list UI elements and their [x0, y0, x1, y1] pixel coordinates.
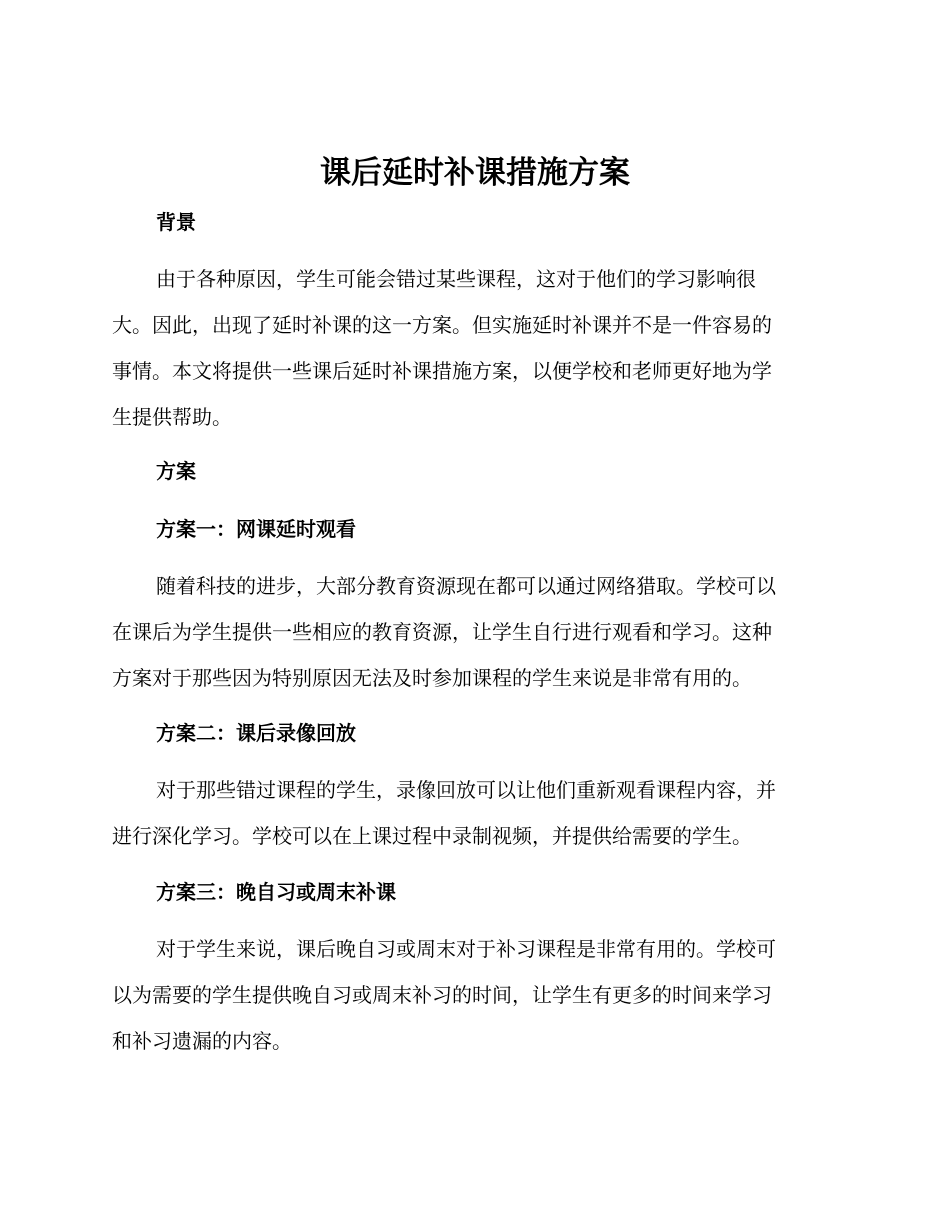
- paragraph-background: [112, 256, 832, 440]
- document-title: 课后延时补课措施方案: [320, 155, 630, 191]
- paragraph-line: 和补习遗漏的内容。: [112, 1029, 292, 1053]
- paragraph-plan-three: [112, 926, 832, 1064]
- section-heading-plans: 方案: [156, 459, 196, 483]
- section-heading-plan-one: 方案一：网课延时观看: [156, 517, 356, 541]
- paragraph-line: 对于学生来说，课后晚自习或周末对于补习课程是非常有用的。学校可: [156, 937, 776, 961]
- paragraph-line: 以为需要的学生提供晚自习或周末补习的时间，让学生有更多的时间来学习: [112, 983, 772, 1007]
- section-heading-plan-three: 方案三：晚自习或周末补课: [156, 880, 396, 904]
- paragraph-line: 大。因此，出现了延时补课的这一方案。但实施延时补课并不是一件容易的: [112, 313, 772, 337]
- paragraph-plan-one: [112, 563, 832, 701]
- paragraph-line: 生提供帮助。: [112, 405, 232, 429]
- paragraph-line: 事情。本文将提供一些课后延时补课措施方案，以便学校和老师更好地为学: [112, 359, 772, 383]
- paragraph-line: 由于各种原因，学生可能会错过某些课程，这对于他们的学习影响很: [156, 267, 756, 291]
- paragraph-line: 方案对于那些因为特别原因无法及时参加课程的学生来说是非常有用的。: [112, 666, 752, 690]
- paragraph-line: 进行深化学习。学校可以在上课过程中录制视频，并提供给需要的学生。: [112, 824, 752, 848]
- paragraph-plan-two: [112, 767, 832, 859]
- section-heading-background: 背景: [156, 210, 196, 234]
- paragraph-line: 对于那些错过课程的学生，录像回放可以让他们重新观看课程内容，并: [156, 778, 776, 802]
- paragraph-line: 随着科技的进步，大部分教育资源现在都可以通过网络猎取。学校可以: [156, 574, 776, 598]
- paragraph-line: 在课后为学生提供一些相应的教育资源，让学生自行进行观看和学习。这种: [112, 620, 772, 644]
- section-heading-plan-two: 方案二：课后录像回放: [156, 721, 356, 745]
